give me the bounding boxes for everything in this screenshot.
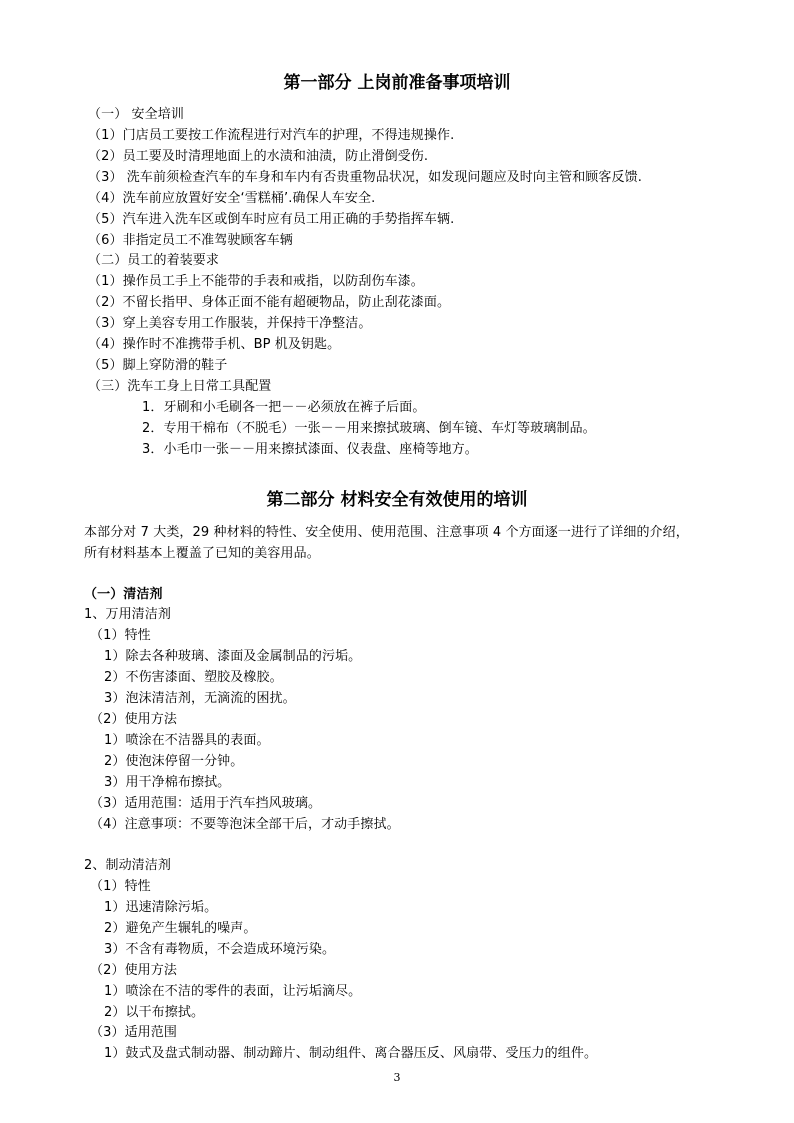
intro-text: 本部分对 7 大类，29 种材料的特性、安全使用、使用范围、注意事项 4 个方面逐一进行了详细的介绍， [84,525,689,540]
section-heading-dress: （二）员工的着装要求 [88,253,220,268]
list-item: （3） 洗车前须检查汽车的车身和车内有否贵重物品状况，如发现问题应及时向主管和顾客反馈. [88,170,642,185]
list-item: 1）喷涂在不洁器具的表面。 [104,733,270,748]
item-title: 2、制动清洁剂 [84,858,171,873]
list-item: （3）穿上美容专用工作服装，并保持干净整洁。 [88,316,372,331]
subheading: （1）特性 [90,628,151,643]
page-number: 3 [393,1071,401,1084]
part2-title: 第二部分 材料安全有效使用的培训 [266,490,528,510]
list-item: （5）汽车进入洗车区或倒车时应有员工用正确的手势指挥车辆. [88,212,455,227]
list-item: 1）鼓式及盘式制动器、制动蹄片、制动组件、离合器压反、风扇带、受压力的组件。 [104,1046,598,1061]
list-item: （1）门店员工要按工作流程进行对汽车的护理，不得违规操作. [88,128,455,143]
list-item: 3．小毛巾一张－－用来擦拭漆面、仪表盘、座椅等地方。 [142,442,478,457]
section-heading-safety: （一） 安全培训 [88,107,184,122]
list-item: 2）使泡沫停留一分钟。 [104,754,244,769]
list-item: （5）脚上穿防滑的鞋子 [88,358,228,373]
subheading: （4）注意事项：不要等泡沫全部干后，才动手擦拭。 [90,817,400,832]
list-item: 2．专用干棉布（不脱毛）一张－－用来擦拭玻璃、倒车镜、车灯等玻璃制品。 [142,421,596,436]
list-item: （4）操作时不准携带手机、BP 机及钥匙。 [88,337,341,352]
subheading: （3）适用范围 [90,1025,177,1040]
list-item: 1）迅速清除污垢。 [104,900,218,915]
list-item: （4）洗车前应放置好安全‘雪糕桶’.确保人车安全. [88,191,376,206]
subheading: （2）使用方法 [90,712,177,727]
list-item: 2）不伤害漆面、塑胶及橡胶。 [104,670,283,685]
intro-text: 所有材料基本上覆盖了已知的美容用品。 [84,546,320,561]
subheading: （3）适用范围：适用于汽车挡风玻璃。 [90,796,322,811]
list-item: （2）员工要及时清理地面上的水渍和油渍，防止滑倒受伤. [88,149,429,164]
list-item: 3）用干净棉布擦拭。 [104,775,231,790]
list-item: （1）操作员工手上不能带的手表和戒指，以防刮伤车漆。 [88,274,424,289]
category-heading: （一）清洁剂 [84,587,163,602]
item-title: 1、万用清洁剂 [84,607,171,622]
list-item: 3）泡沫清洁剂，无滴流的困扰。 [104,691,296,706]
list-item: 2）以干布擦拭。 [104,1005,205,1020]
list-item: （6）非指定员工不准驾驶顾客车辆 [88,233,293,248]
section-heading-tools: （三）洗车工身上日常工具配置 [88,379,272,394]
subheading: （2）使用方法 [90,963,177,978]
subheading: （1）特性 [90,879,151,894]
list-item: 3）不含有毒物质，不会造成环境污染。 [104,942,336,957]
list-item: （2）不留长指甲、身体正面不能有超硬物品，防止刮花漆面。 [88,295,451,310]
list-item: 1）除去各种玻璃、漆面及金属制品的污垢。 [104,649,362,664]
list-item: 1）喷涂在不洁的零件的表面，让污垢滴尽。 [104,984,362,999]
list-item: 1．牙刷和小毛刷各一把－－必须放在裤子后面。 [142,400,426,415]
part1-title: 第一部分 上岗前准备事项培训 [283,73,511,93]
list-item: 2）避免产生辗轧的噪声。 [104,921,257,936]
